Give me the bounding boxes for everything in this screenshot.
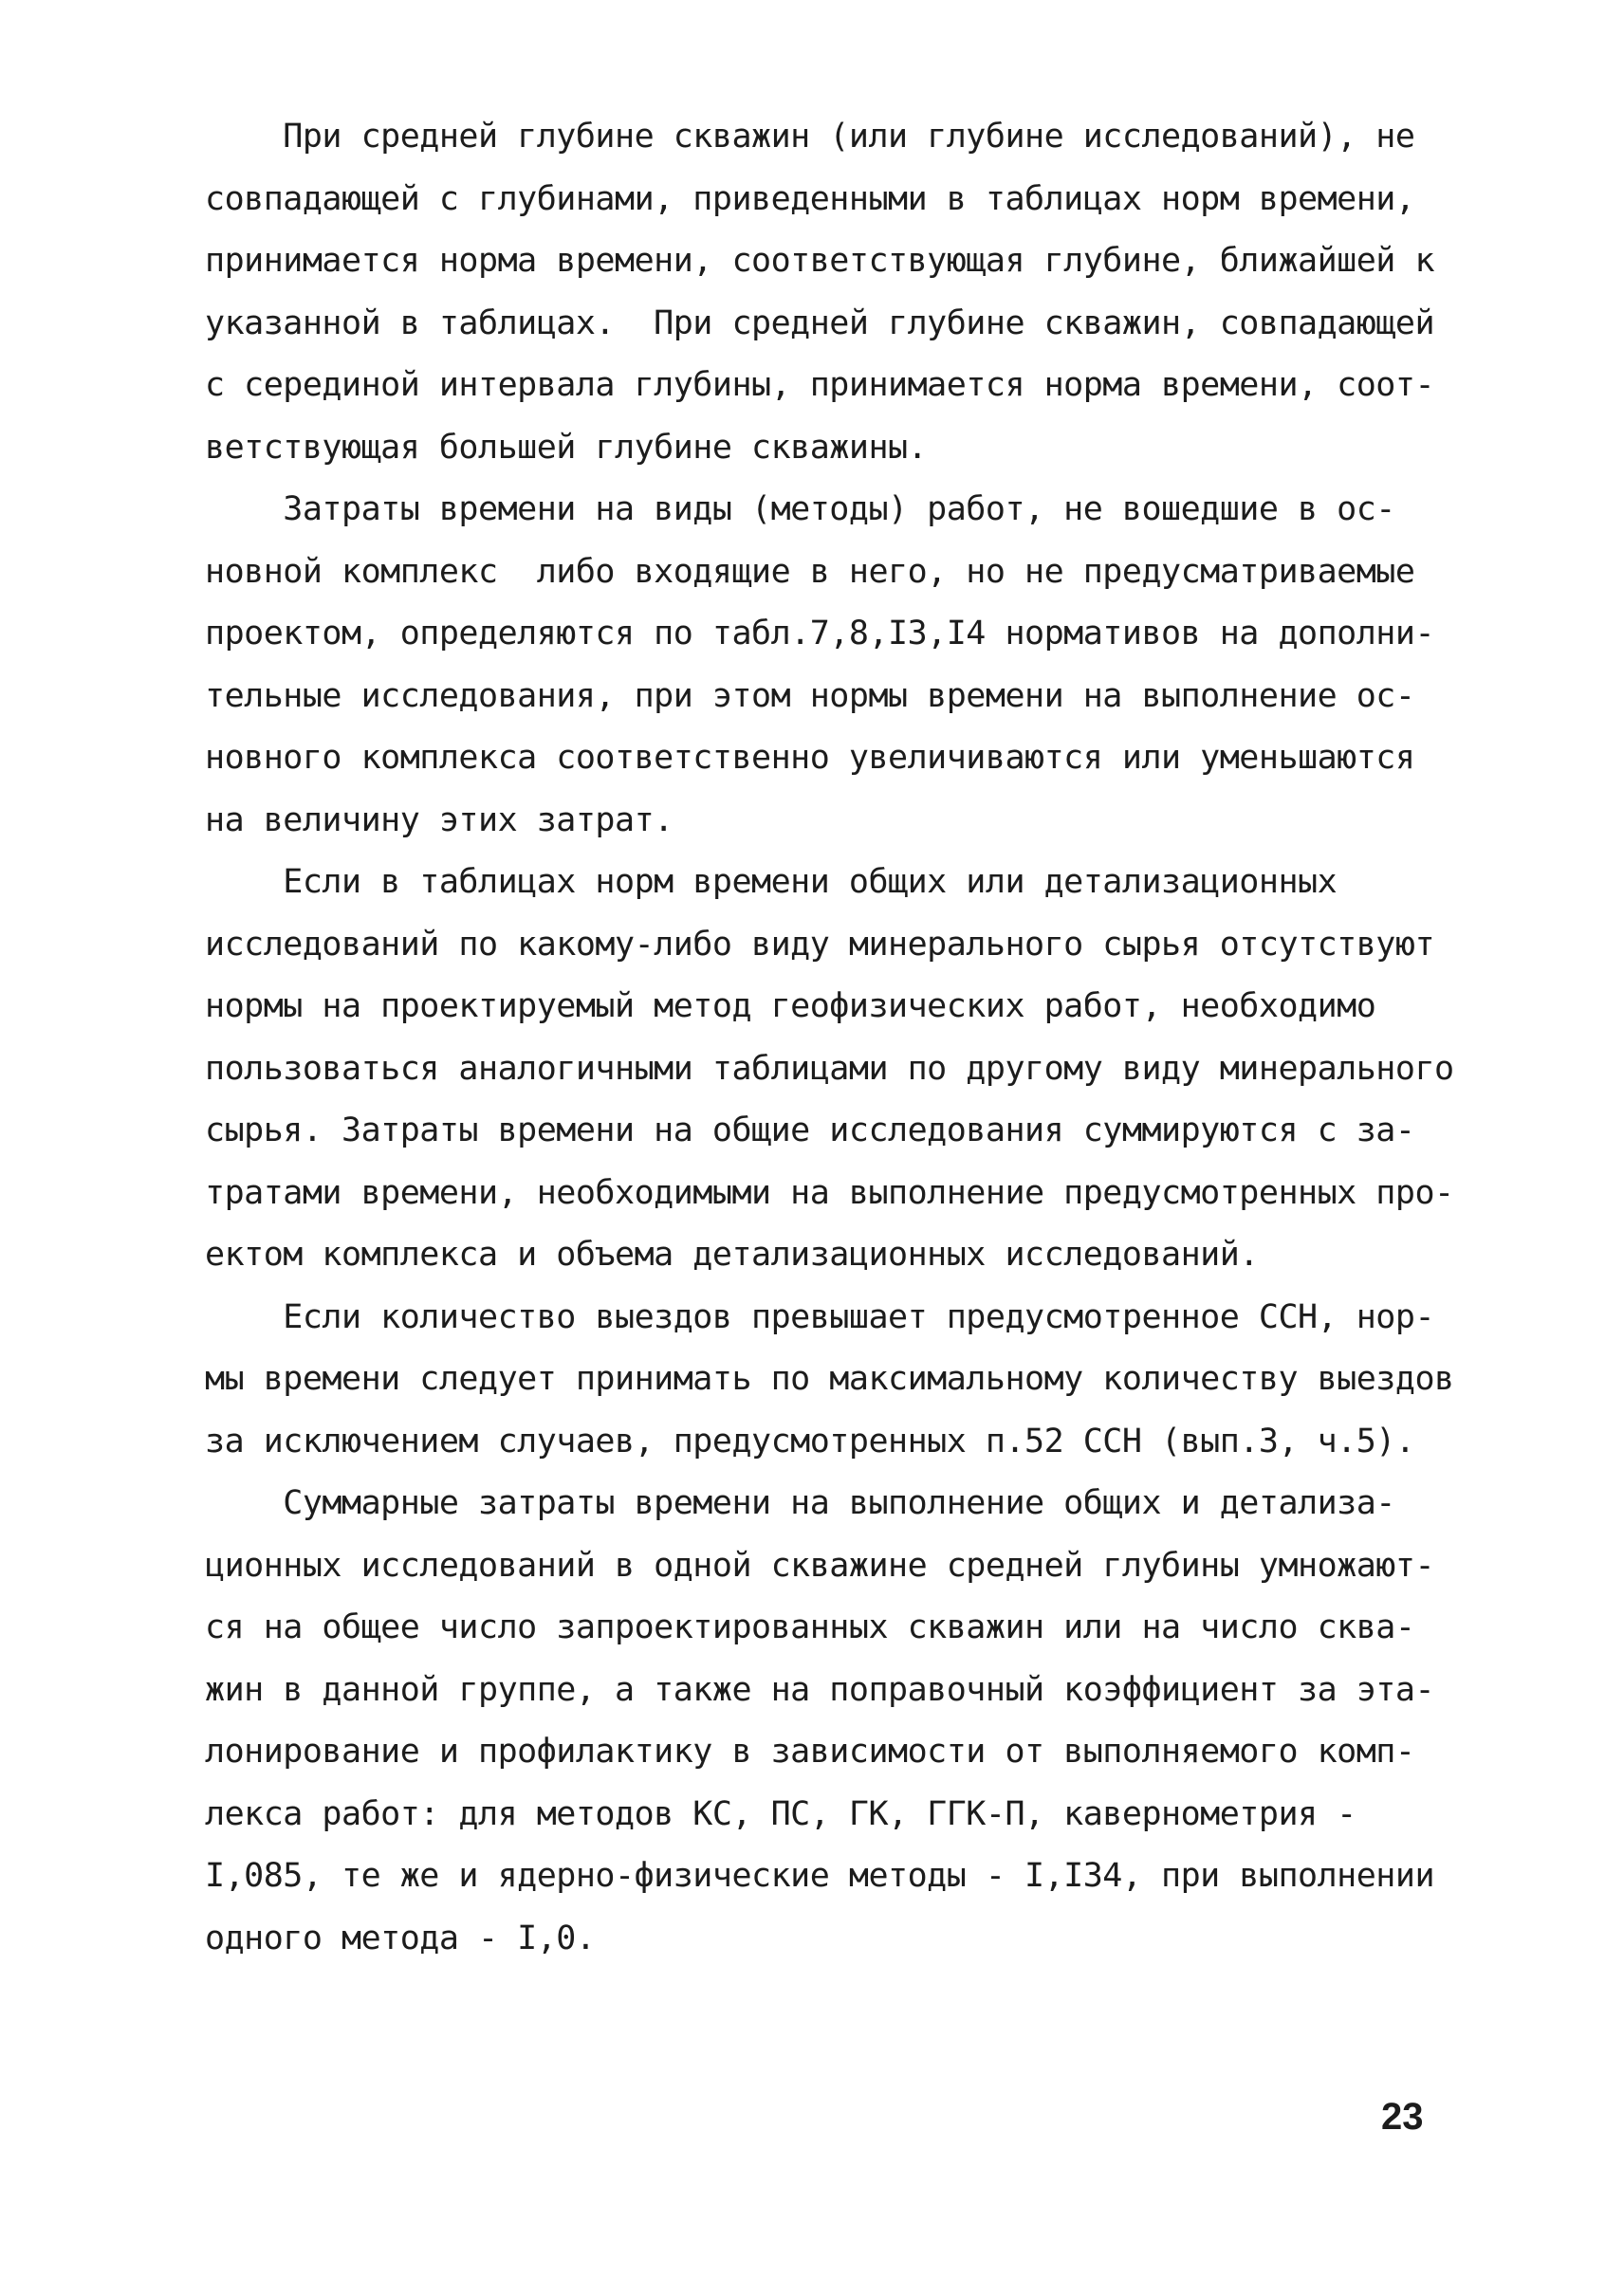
text-line: лонирование и профилактику в зависимости от выполняемого комп- xyxy=(205,1733,1415,1771)
text-line: мы времени следует принимать по максимальному количеству выездов xyxy=(205,1360,1454,1398)
paragraph xyxy=(205,1287,1457,1474)
paragraph xyxy=(205,1473,1457,1970)
text-line: одного метода - I,0. xyxy=(205,1919,596,1957)
text-line: с серединой интервала глубины, принимается норма времени, соот- xyxy=(205,366,1435,404)
text-line: проектом, определяются по табл.7,8,I3,I4 нормативов на дополни- xyxy=(205,615,1435,652)
text-line: новного комплекса соответственно увеличиваются или уменьшаются xyxy=(205,739,1415,777)
text-line: При средней глубине скважин (или глубине исследований), не xyxy=(205,118,1415,156)
text-line: новной комплекс либо входящие в него, но не предусматриваемые xyxy=(205,552,1415,591)
text-line: сырья. Затраты времени на общие исследования суммируются с за- xyxy=(205,1111,1415,1149)
text-line: на величину этих затрат. xyxy=(205,800,674,839)
text-line: ектом комплекса и объема детализационных исследований. xyxy=(205,1236,1259,1274)
text-line: пользоваться аналогичными таблицами по другому виду минерального xyxy=(205,1049,1454,1088)
text-line: Если количество выездов превышает предусмотренное ССН, нор- xyxy=(205,1297,1435,1336)
text-line: Суммарные затраты времени на выполнение общих и детализа- xyxy=(205,1484,1395,1522)
paragraph xyxy=(205,852,1457,1287)
text-line: ционных исследований в одной скважине средней глубины умножают- xyxy=(205,1546,1435,1585)
text-line: принимается норма времени, соответствующая глубине, ближайшей к xyxy=(205,242,1435,280)
paragraph xyxy=(205,479,1457,852)
text-line: нормы на проектируемый метод геофизических работ, необходимо xyxy=(205,987,1376,1025)
text-line: тратами времени, необходимыми на выполнение предусмотренных про- xyxy=(205,1173,1454,1212)
text-line: указанной в таблицах. При средней глубине скважин, совпадающей xyxy=(205,303,1435,342)
text-line: жин в данной группе, а также на поправочный коэффициент за эта- xyxy=(205,1670,1435,1709)
text-line: лекса работ: для методов КС, ПС, ГК, ГГК-П, кавернометрия - xyxy=(205,1794,1356,1833)
text-line: I,085, те же и ядерно-физические методы - I,I34, при выполнении xyxy=(205,1857,1435,1895)
text-line: Если в таблицах норм времени общих или детализационных xyxy=(205,863,1338,901)
page-number: 23 xyxy=(1381,2096,1424,2138)
text-line: исследований по какому-либо виду минерального сырья отсутствуют xyxy=(205,925,1435,964)
text-line: тельные исследования, при этом нормы времени на выполнение ос- xyxy=(205,676,1415,715)
body-text xyxy=(205,106,1457,1970)
text-line: за исключением случаев, предусмотренных п.52 ССН (вып.3, ч.5). xyxy=(205,1422,1415,1460)
text-line: ветствующая большей глубине скважины. xyxy=(205,428,928,467)
paragraph xyxy=(205,106,1457,479)
text-line: Затраты времени на виды (методы) работ, не вошедшие в ос- xyxy=(205,490,1395,528)
text-line: ся на общее число запроектированных скважин или на число сква- xyxy=(205,1608,1415,1646)
text-line: совпадающей с глубинами, приведенными в таблицах норм времени, xyxy=(205,179,1415,218)
